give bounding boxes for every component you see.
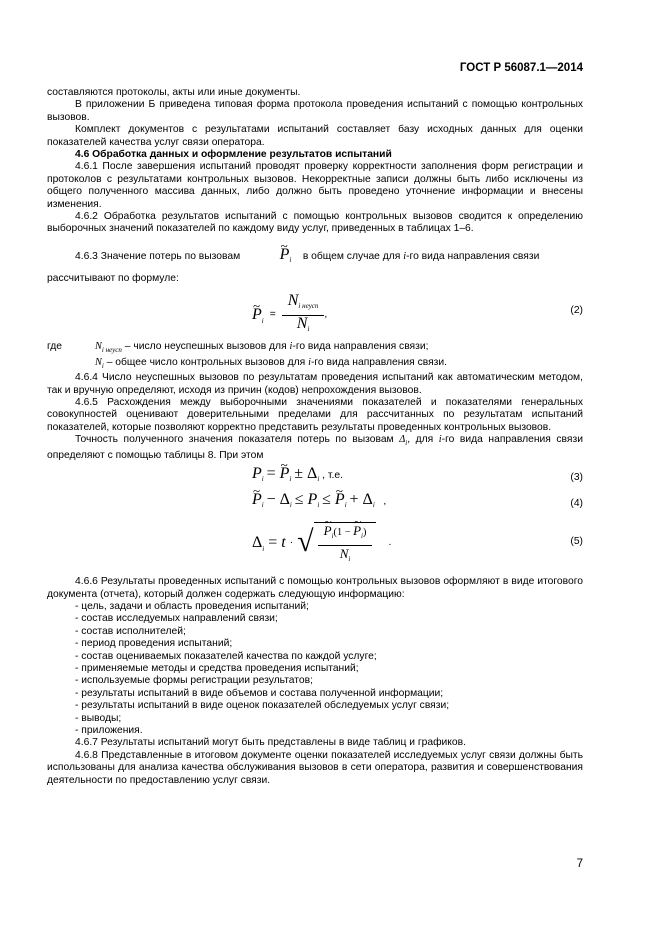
text-run: , т.е. — [322, 470, 343, 482]
paragraph: рассчитывают по формуле: — [47, 272, 179, 284]
list-item: - результаты испытаний в виде объемов и состава полученной информации; — [75, 687, 444, 699]
list-item: - состав исследуемых направлений связи; — [75, 613, 278, 625]
text-run: 4.6.3 Значение потерь по вызовам — [75, 250, 241, 262]
paragraph: 4.6.4 Число неуспешных вызовов по результатам проведения испытаний как автоматическим методом, так и вручную определяют, исходя из причин (кодов) непрохождения вызовов. — [47, 372, 583, 396]
symbol-p-tilde: ~ P — [252, 309, 262, 321]
where-label: где — [47, 341, 63, 353]
subscript: i неусп — [101, 346, 122, 355]
square-root: √ ~ $\frac{P_i(1 - \sim P_i)}{N_i}$ — [297, 522, 376, 565]
list-item: - период проведения испытаний; — [75, 638, 233, 650]
equation-number: (3) — [570, 472, 583, 484]
info-list — [47, 601, 583, 737]
paragraph: В приложении Б приведена типовая форма протокола проведения испытаний с помощью контрольных вызовов. — [47, 99, 583, 123]
list-item: - состав исполнителей; — [75, 625, 186, 637]
document-id: ГОСТ Р 56087.1—2014 — [459, 62, 583, 74]
list-item: - выводы; — [75, 712, 122, 724]
formula-4: ~ $P_i - \Delta_i \le P_i$ ≤ ~ $P_i + \Delta_i$ , (4) — [47, 490, 583, 516]
paragraph: 4.6.5 Расхождения между выборочными значениями показателей и показателями генеральных совокупностей оценивают доверительными пределами для рассчитанных по результатам испытаний показателей, которые позволяют корректно представить результаты проведенных контрольных вызовов. — [47, 397, 583, 433]
paragraph: 4.6.7 Результаты испытаний могут быть представлены в виде таблиц и графиков. — [75, 737, 466, 749]
paragraph: 4.6.3 Значение потерь по вызовам ~ $P_i$ в общем случае для i-го вида направления связи — [47, 246, 583, 269]
text-run: Точность полученного значения показателя потерь по вызовам — [75, 434, 394, 446]
where-item: $N_i$ – общее число контрольных вызовов для i-го вида направления связи. — [95, 356, 447, 370]
formula-2: ~ P $_i$ = $\frac{N_{i неусп}}{N_i}$ , (2) — [47, 287, 583, 337]
paragraph: 4.6.1 После завершения испытаний проводят проверку корректности заполнения форм регистрации и протоколов с результатами контрольных вызовов. Некорректные записи должны быть либо исключены из общего полученного массива данных, либо должно быть проведено уточнение информации и внесены изменения. — [47, 161, 583, 210]
list-item: - результаты испытаний в виде оценок показателей обследуемых услуг связи; — [75, 700, 450, 712]
subscript: i неусп — [298, 302, 319, 311]
section-heading: 4.6 Обработка данных и оформление результатов испытаний — [75, 149, 392, 161]
list-item: - состав оцениваемых показателей качества по каждой услуге; — [75, 650, 377, 662]
symbol-p-tilde: ~ P — [252, 246, 290, 264]
equation-number: (2) — [570, 305, 583, 317]
page-number: 7 — [576, 858, 583, 870]
where-clause — [47, 341, 583, 372]
paragraph: 4.6.2 Обработка результатов испытаний с помощью контрольных вызовов сводится к определению выборочных значений показателей по каждому виду услуг, приведенных в таблицах 1–6. — [47, 211, 583, 235]
list-item: - применяемые методы и средства проведения испытаний; — [75, 662, 359, 674]
formula-3: $P_i$ = ~ $P_i \pm \Delta_i$ , т.е. (3) — [47, 466, 583, 490]
text-run: i — [403, 250, 407, 262]
formula-5: Δ $_i$ = t · √ ~ $\frac{P_i(1 - \sim P_i)}{N_i}$ . (5) — [47, 516, 583, 570]
paragraph: Точность полученного значения показателя потерь по вызовам $\Delta_i$, для i-го вида направления связи определяют с помощью таблицы 8. При этом — [47, 434, 583, 461]
text-run: в общем случае для — [302, 250, 401, 262]
paragraph: составляются протоколы, акты или иные документы. — [47, 87, 301, 98]
list-item: - приложения. — [75, 725, 143, 736]
list-item: - используемые формы регистрации результатов; — [75, 675, 313, 687]
document-body — [47, 87, 583, 787]
where-item: $N_{i неусп}$ – число неуспешных вызовов для i-го вида направления связи; — [95, 341, 429, 355]
text-run: -го вида направления связи определяют с помощью таблицы 8. При этом — [47, 434, 583, 461]
equation-number: (5) — [570, 536, 583, 548]
fraction: $\frac{N_{i неусп}}{N_i}$ — [282, 295, 325, 335]
list-item: - цель, задачи и область проведения испытаний; — [75, 600, 309, 612]
paragraph: 4.6.6 Результаты проведенных испытаний с помощью контрольных вызовов оформляют в виде итогового документа (отчета), который должен содержать следующую информацию: — [47, 576, 583, 600]
paragraph: Комплект документов с результатами испытаний составляет базу исходных данных для оценки показателей качества услуг связи оператора. — [47, 124, 583, 148]
text-run: -го вида направления связи — [406, 250, 540, 262]
paragraph: 4.6.8 Представленные в итоговом документе оценки показателей исследуемых услуг связи должны быть использованы для анализа качества обслуживания вызовов в сети оператора, развития и совершенствования деятельности по предоставлению услуг связи. — [47, 749, 583, 786]
equation-number: (4) — [570, 498, 583, 510]
